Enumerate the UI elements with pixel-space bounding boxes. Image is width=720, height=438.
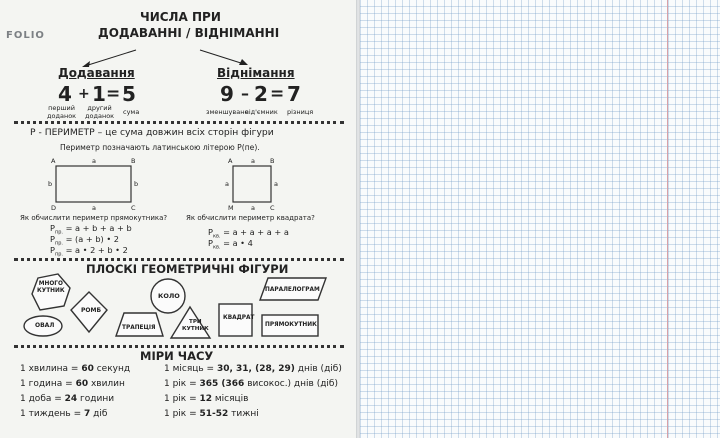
rect-vertex-a: A (51, 157, 56, 165)
trapezoid-label: ТРАПЕЦІЯ (122, 325, 156, 331)
addition-operand-2: 1 (92, 82, 106, 106)
addition-heading: Додавання (58, 66, 135, 80)
square-side-left: a (225, 180, 229, 188)
addition-term2-label: другий доданок (85, 104, 115, 121)
title-arrows (0, 0, 358, 90)
shapes-heading: ПЛОСКІ ГЕОМЕТРИЧНІ ФІГУРИ (86, 262, 289, 276)
subtraction-result: 7 (287, 82, 301, 106)
subtraction-result-label: різниця (287, 108, 314, 116)
square-side-right: a (274, 180, 278, 188)
square-vertex-b: B (270, 157, 275, 165)
rect-vertex-c: C (131, 204, 136, 212)
logo: FOLIO (6, 30, 45, 41)
rect-vertex-d: D (51, 204, 57, 212)
rectangle-label: ПРЯМОКУТНИК (265, 322, 317, 328)
subtraction-term2-label: від'ємник (245, 108, 278, 116)
time-right-row-1: 1 місяць = 30, 31, (28, 29) днів (діб) (164, 364, 342, 374)
triangle-label: ТРИ КУТНИК (182, 319, 209, 332)
rhombus-label: РОМБ (81, 307, 102, 314)
subtraction-operand-2: 2 (254, 82, 268, 106)
rect-formula-3: $P_{пр.} = a$ • 2 + b • 2 (50, 245, 128, 258)
square-vertex-a: A (228, 157, 233, 165)
time-left-row-3: 1 доба = 24 години (20, 394, 115, 404)
addition-result: 5 (122, 82, 136, 106)
reference-page (0, 0, 358, 438)
rect-side-a-top: a (92, 157, 96, 165)
circle-label: КОЛО (158, 292, 180, 300)
addition-plus: + (78, 86, 90, 102)
time-right-row-3: 1 рік = 12 місяців (164, 394, 249, 404)
time-heading: МІРИ ЧАСУ (140, 349, 214, 363)
time-left-row-4: 1 тиждень = 7 діб (20, 409, 108, 419)
square-formula-1: $P_{кв.} = a + a + a + a$ (208, 227, 289, 240)
addition-result-label: сума (123, 108, 140, 116)
square-vertex-m: M (228, 204, 234, 212)
square-question: Як обчислити периметр квадрата? (186, 214, 315, 222)
rect-question: Як обчислити периметр прямокутника? (20, 214, 168, 222)
rect-formula-1: $P_{пр.} = a + b + a + b$ (50, 223, 132, 236)
parallelogram-label: ПАРАЛЕЛОГРАМ (265, 287, 320, 293)
perimeter-subheading: Периметр позначають латинською літерою P(пе). (60, 143, 260, 152)
time-left-row-1: 1 хвилина = 60 секунд (20, 364, 131, 374)
time-right-row-4: 1 рік = 51-52 тижні (164, 409, 259, 419)
square-label: КВАДРАТ (223, 315, 255, 321)
square-vertex-c: C (270, 204, 275, 212)
grid-paper-page (360, 0, 720, 438)
time-right-row-2: 1 рік = 365 (366 високос.) днів (діб) (164, 379, 338, 389)
rect-side-a-bottom: a (92, 204, 96, 212)
divider (14, 345, 344, 348)
addition-equals: = (106, 84, 121, 104)
margin-line (667, 0, 668, 438)
square-side-top: a (251, 157, 255, 165)
rect-vertex-b: B (131, 157, 136, 165)
square-side-bottom: a (251, 204, 255, 212)
subtraction-operand-1: 9 (220, 82, 234, 106)
time-left-row-2: 1 година = 60 хвилин (20, 379, 125, 389)
rect-side-b-left: b (48, 180, 53, 188)
subtraction-heading: Віднімання (217, 66, 295, 80)
polygon-label: МНОГО КУТНИК (37, 281, 65, 294)
rect-side-b-right: b (134, 180, 139, 188)
title-line2: ДОДАВАННІ / ВІДНІМАННІ (98, 26, 280, 40)
addition-term1-label: перший доданок (47, 104, 77, 121)
subtraction-minus: – (241, 84, 249, 103)
oval-label: ОВАЛ (35, 322, 55, 329)
subtraction-equals: = (270, 84, 285, 104)
rect-formula-2: $P_{пр.} = (a + b)$ • 2 (50, 234, 119, 247)
addition-operand-1: 4 (58, 82, 72, 106)
subtraction-term1-label: зменшуване (206, 108, 249, 116)
perimeter-heading: P - ПЕРИМЕТР – це сума довжин всіх сторін фігури (30, 127, 274, 138)
title-line1: ЧИСЛА ПРИ (140, 10, 221, 24)
divider (14, 121, 344, 124)
divider (14, 258, 344, 261)
square-formula-2: $P_{кв.} = a$ • 4 (208, 238, 253, 251)
rectangle-diagram (40, 155, 160, 215)
